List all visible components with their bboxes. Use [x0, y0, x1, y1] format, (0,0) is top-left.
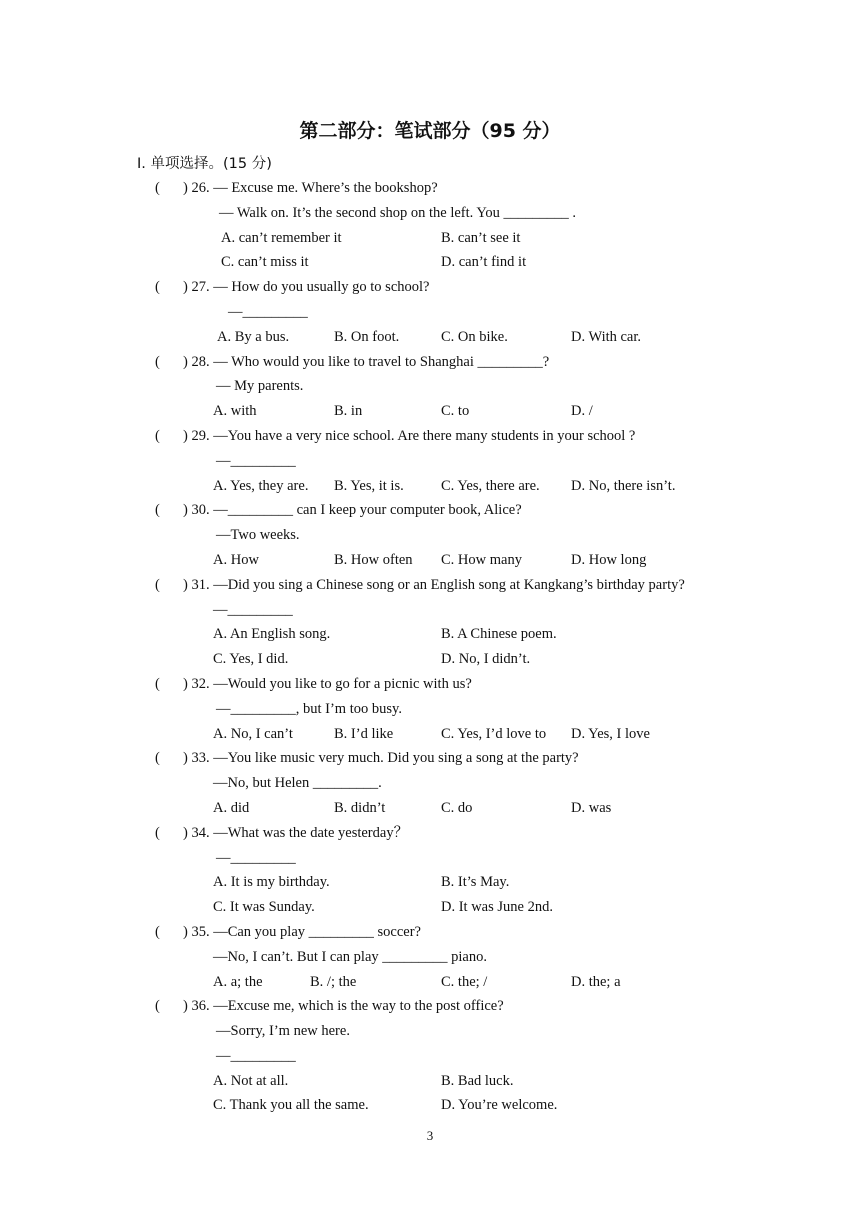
- dialogue-text: — My parents.: [216, 378, 304, 395]
- dialogue-text: —_________: [216, 452, 296, 469]
- options-row: [0, 474, 860, 499]
- option-c[interactable]: C. to: [441, 403, 470, 420]
- options-row: [0, 895, 860, 920]
- option-a[interactable]: A. By a bus.: [217, 328, 290, 345]
- option-a[interactable]: A. with: [213, 403, 257, 420]
- question-35: [0, 920, 860, 994]
- option-c[interactable]: C. Yes, I did.: [213, 651, 289, 668]
- option-a[interactable]: A. Not at all.: [213, 1072, 289, 1089]
- question-list: [0, 176, 860, 1118]
- option-b[interactable]: B. It’s May.: [441, 874, 510, 891]
- question-text: ) 30. —_________ can I keep your computer book, Alice?: [183, 502, 522, 519]
- answer-bracket[interactable]: (: [155, 353, 160, 370]
- option-b[interactable]: B. in: [334, 403, 363, 420]
- option-c[interactable]: C. Yes, I’d love to: [441, 725, 547, 742]
- options-row: [0, 325, 860, 350]
- question-text: ) 29. —You have a very nice school. Are there many students in your school ?: [183, 427, 636, 444]
- question-26: [0, 176, 860, 275]
- option-c[interactable]: C. It was Sunday.: [213, 899, 315, 916]
- options-row: [0, 870, 860, 895]
- option-b[interactable]: B. /; the: [310, 973, 357, 990]
- question-29: [0, 424, 860, 498]
- answer-bracket[interactable]: (: [155, 923, 160, 940]
- option-a[interactable]: A. No, I can’t: [213, 725, 293, 742]
- option-b[interactable]: B. I’d like: [334, 725, 394, 742]
- question-stem-line: [0, 498, 860, 523]
- question-text: ) 32. —Would you like to go for a picnic with us?: [183, 675, 472, 692]
- question-text: ) 26. — Excuse me. Where’s the bookshop?: [183, 180, 438, 196]
- question-33: [0, 746, 860, 820]
- option-c[interactable]: C. On bike.: [441, 328, 508, 345]
- question-text: ) 36. —Excuse me, which is the way to the post office?: [183, 998, 504, 1015]
- page-number: 3: [426, 1128, 434, 1143]
- options-row: [0, 622, 860, 647]
- question-34: [0, 821, 860, 920]
- option-c[interactable]: C. Thank you all the same.: [213, 1097, 369, 1114]
- question-stem-line: [0, 994, 860, 1019]
- option-b[interactable]: B. On foot.: [334, 328, 400, 345]
- option-d[interactable]: D. No, I didn’t.: [441, 651, 531, 668]
- dialogue-line: [0, 697, 860, 722]
- dialogue-text: —No, I can’t. But I can play _________ piano.: [213, 948, 487, 965]
- dialogue-text: —_________: [216, 1047, 296, 1064]
- section-heading: Ⅰ. 单项选择。(15 分): [137, 156, 272, 172]
- question-28: [0, 350, 860, 424]
- question-text: ) 35. —Can you play _________ soccer?: [183, 923, 421, 940]
- dialogue-text: — Walk on. It’s the second shop on the left. You _________ .: [219, 204, 577, 221]
- question-36: [0, 994, 860, 1118]
- question-27: [0, 275, 860, 349]
- dialogue-line: [0, 771, 860, 796]
- option-d[interactable]: D. Yes, I love: [571, 725, 650, 742]
- option-c[interactable]: C. do: [441, 799, 473, 816]
- options-row: [0, 722, 860, 747]
- dialogue-line: [0, 846, 860, 871]
- answer-bracket[interactable]: (: [155, 576, 160, 593]
- option-a[interactable]: A. It is my birthday.: [213, 874, 330, 891]
- question-text: ) 34. —What was the date yesterday？: [183, 824, 409, 841]
- option-c[interactable]: C. the; /: [441, 973, 488, 990]
- dialogue-text: —Sorry, I’m new here.: [216, 1023, 350, 1040]
- answer-bracket[interactable]: (: [155, 427, 160, 444]
- options-row: [0, 647, 860, 672]
- dialogue-text: —_________: [216, 849, 296, 866]
- dialogue-line: [0, 300, 860, 325]
- question-31: [0, 573, 860, 672]
- option-b[interactable]: B. How often: [334, 551, 413, 568]
- option-d[interactable]: D. the; a: [571, 973, 621, 990]
- answer-bracket[interactable]: (: [155, 502, 160, 519]
- answer-bracket[interactable]: (: [155, 279, 160, 296]
- dialogue-text: —_________, but I’m too busy.: [216, 700, 402, 717]
- option-b[interactable]: B. didn’t: [334, 799, 386, 816]
- question-text: ) 27. — How do you usually go to school?: [183, 279, 430, 296]
- answer-bracket[interactable]: (: [155, 998, 160, 1015]
- options-row: [0, 970, 860, 995]
- options-row: [0, 1069, 860, 1094]
- page-title: 第二部分：笔试部分（95 分）: [299, 120, 561, 142]
- dialogue-line: [0, 201, 860, 226]
- option-b[interactable]: B. Bad luck.: [441, 1072, 514, 1089]
- answer-bracket[interactable]: (: [155, 824, 160, 841]
- question-text: ) 33. —You like music very much. Did you sing a song at the party?: [183, 750, 579, 767]
- option-d[interactable]: D. How long: [571, 551, 647, 568]
- question-stem-line: [0, 176, 860, 201]
- question-stem-line: [0, 920, 860, 945]
- option-a[interactable]: A. a; the: [213, 973, 263, 990]
- options-row: [0, 399, 860, 424]
- option-c[interactable]: C. How many: [441, 551, 522, 568]
- option-a[interactable]: A. An English song.: [213, 626, 331, 643]
- option-d[interactable]: D. You’re welcome.: [441, 1097, 558, 1114]
- question-32: [0, 672, 860, 746]
- option-d[interactable]: D. It was June 2nd.: [441, 899, 553, 916]
- question-30: [0, 498, 860, 572]
- dialogue-line: [0, 449, 860, 474]
- option-b[interactable]: B. Yes, it is.: [334, 477, 404, 494]
- dialogue-line: [0, 598, 860, 623]
- option-d[interactable]: D. /: [571, 403, 593, 420]
- dialogue-text: —No, but Helen _________.: [213, 775, 382, 792]
- option-a[interactable]: A. did: [213, 799, 250, 816]
- option-c[interactable]: C. Yes, there are.: [441, 477, 540, 494]
- options-row: [0, 1093, 860, 1118]
- options-row: [0, 548, 860, 573]
- dialogue-line: [0, 1019, 860, 1044]
- option-b[interactable]: B. can’t see it: [441, 229, 521, 246]
- answer-bracket[interactable]: (: [155, 750, 160, 767]
- question-text: ) 28. — Who would you like to travel to Shanghai _________?: [183, 353, 550, 370]
- option-b[interactable]: B. A Chinese poem.: [441, 626, 557, 643]
- dialogue-text: —_________: [228, 303, 308, 320]
- question-stem-line: [0, 672, 860, 697]
- option-a[interactable]: A. can’t remember it: [221, 229, 342, 246]
- options-row: [0, 250, 860, 275]
- answer-bracket[interactable]: (: [155, 675, 160, 692]
- option-d[interactable]: D. With car.: [571, 328, 642, 345]
- question-stem-line: [0, 573, 860, 598]
- dialogue-line: [0, 374, 860, 399]
- dialogue-line: [0, 523, 860, 548]
- question-stem-line: [0, 424, 860, 449]
- option-d[interactable]: D. was: [571, 799, 612, 816]
- question-stem-line: [0, 350, 860, 375]
- option-a[interactable]: A. How: [213, 551, 259, 568]
- option-a[interactable]: A. Yes, they are.: [213, 477, 309, 494]
- dialogue-line: [0, 945, 860, 970]
- option-d[interactable]: D. can’t find it: [441, 254, 527, 271]
- dialogue-text: —Two weeks.: [216, 527, 300, 544]
- question-stem-line: [0, 821, 860, 846]
- option-d[interactable]: D. No, there isn’t.: [571, 477, 676, 494]
- question-text: ) 31. —Did you sing a Chinese song or an English song at Kangkang’s birthday party?: [183, 576, 685, 593]
- option-c[interactable]: C. can’t miss it: [221, 254, 309, 271]
- options-row: [0, 796, 860, 821]
- question-stem-line: [0, 746, 860, 771]
- dialogue-text: —_________: [213, 601, 293, 618]
- answer-bracket[interactable]: (: [155, 180, 160, 196]
- options-row: [0, 226, 860, 251]
- question-stem-line: [0, 275, 860, 300]
- dialogue-line: [0, 1044, 860, 1069]
